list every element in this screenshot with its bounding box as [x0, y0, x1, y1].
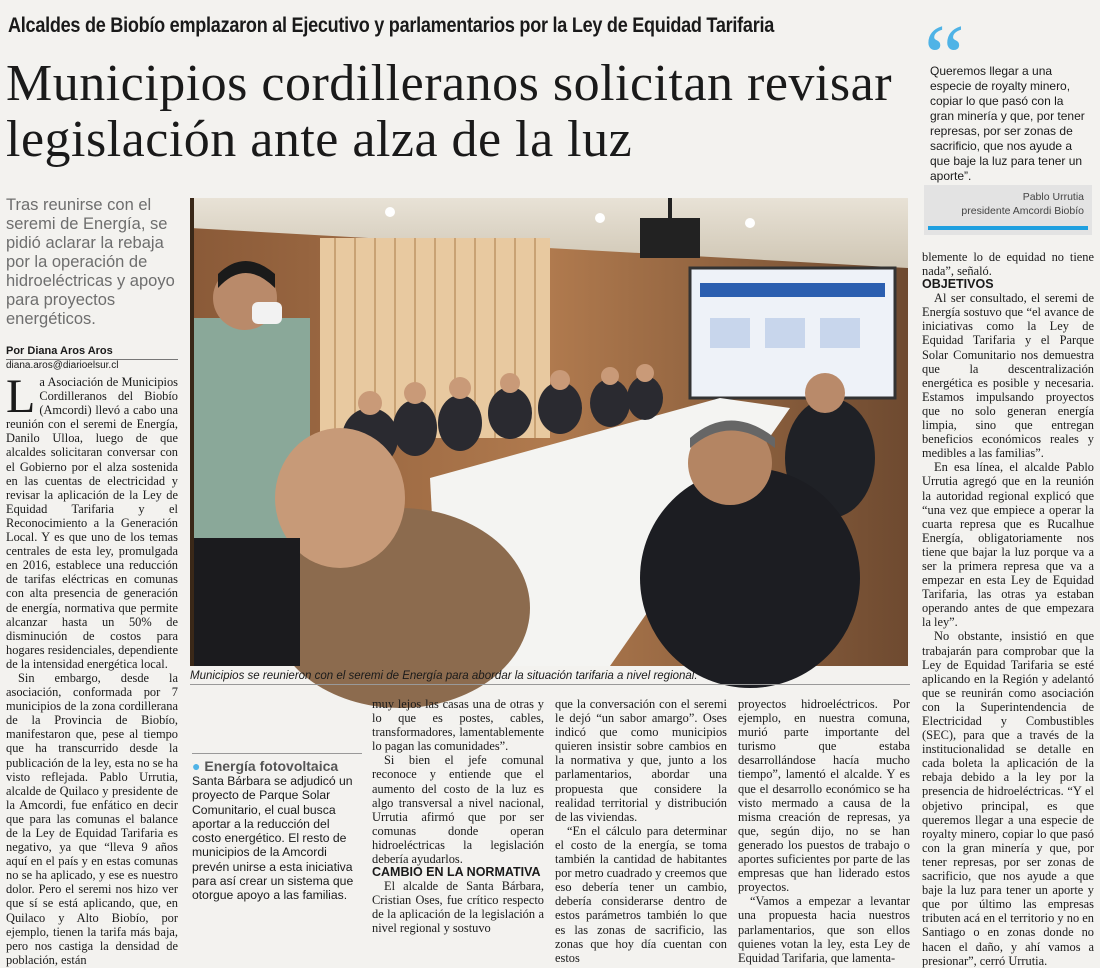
col4-paragraph-1: proyectos hidroeléctricos. Por ejemplo, en nuestra comuna, murió parte importante del turismo que estaba desarrollándose hacía mucho tiempo”, lamentó el alcalde. Y es que el desarrollo económico se ha visto mermado a causa de la misma creación de represas, ya que, según dijo, no se han generado los puestos de trabajo o aportes suficientes por parte de las empresas que han liderado estos proyectos. — [738, 697, 910, 895]
sidebar-text: Santa Bárbara se adjudicó un proyecto de Parque Solar Comunitario, el cual busca aportar a la reducción del costo energético. El resto de municipios de la Amcordi prevén unirse a esta iniciativa para así crear un sistema que otorgue apoyo a las familias. — [192, 774, 354, 903]
quote-author-box — [924, 185, 1092, 235]
col5-paragraph-3: No obstante, insistió en que trabajarán para comprobar que la Ley de Equidad Tarifaria se esté aplicando en la Región y adelantó que se reunirán como asociación con la Superintendencia de Electricidad y Combustibles (SEC), para que a través de la institucionalidad se detalle en cada boleta la aplicación de la rebaja debido a la ley por la presencia de hidroeléctricas. “Y el objetivo principal, es que queremos llegar a una especie de royalty minero, copiar lo que pasó con la gran minería y que, por tener represas, por ser zonas de sacrificio, que nos ayude a que baje la luz para tener un aporte y que por último las empresas tributen acá en el territorio y no en Santiago o en zonas donde no hacen el daño, y ahí vamos a presionar”, cerró Urrutia. — [922, 629, 1094, 968]
col5-paragraph-1: Al ser consultado, el seremi de Energía sostuvo que “el avance de iniciativas como la Ley de Equidad Tarifaria y el Parque Solar Comunitario nos demuestra que la descentralización energética es posible y necesaria. Estamos impulsando proyectos que no solo generan energía limpia, sino que entregan beneficios económicos reales y medibles a las familias”. — [922, 291, 1094, 461]
col1-paragraph-1: a Asociación de Municipios Cordilleranos del Biobío (Amcordi) llevó a cabo una reunión con el seremi de Energía, Danilo Ulloa, luego de que alcaldes solicitaran conversar con el Gobierno por el alza sostenida en las cuentas de electricidad y revisar la aplicación de la Ley de Equidad Tarifaria y el Reconocimiento a la Generación Local. Y es que uno de los temas centrales de esta ley, promulgada en 2016, establece una reducción de tarifas eléctricas en comunas con alta presencia de generación de energía, normativa que permite alcanzar hasta un 50% de disminución de costos para hogares residenciales, dependiente de la intensidad energética local. — [6, 375, 178, 671]
meeting-photo — [190, 198, 908, 666]
article-kicker: Alcaldes de Biobío emplazaron al Ejecutivo y parlamentarios por la Ley de Equidad Tarifaria — [8, 14, 775, 37]
col2-paragraph-2: Si bien el jefe comunal reconoce y entiende que el aumento del costo de la luz es algo transversal a nivel nacional, Urrutia afirmó que por ser comunas donde operan hidroeléctricas la legislación debería ayudarlos. — [372, 753, 544, 867]
article-column-2 — [372, 697, 544, 959]
byline: Por Diana Aros Aros — [6, 345, 178, 360]
article-headline: Municipios cordilleranos solicitan revisar legislación ante alza de la luz — [6, 55, 893, 168]
col2-subhead: CAMBIO EN LA NORMATIVA — [372, 865, 541, 880]
quote-text: Queremos llegar a una especie de royalty minero, copiar lo que pasó con la gran minería y que, por tener represas, por ser zonas de sacrificio, que nos ayude a que baje la luz para tener un aporte”. — [930, 64, 1085, 183]
sidebar-title — [192, 753, 362, 774]
bullet-icon: ● — [192, 758, 205, 774]
col5-paragraph-2: En esa línea, el alcalde Pablo Urrutia agregó que en la reunión la autoridad regional explicó que “una vez que empiece a operar la cuarta represa que es Rucalhue Energía, obligatoriamente nos tiene que bajar la luz porque va a ser la primera represa que va a empezar en esta Ley de Equidad Tarifaria, las otras ya estaban operando antes de que empezara la ley”. — [922, 460, 1094, 630]
col2-paragraph-3: El alcalde de Santa Bárbara, Cristian Oses, fue crítico respecto de la aplicación de la legislación a nivel regional y sostuvo — [372, 879, 544, 936]
photo-caption: Municipios se reunieron con el seremi de Energía para abordar la situación tarifaria a nivel regional. — [190, 670, 910, 685]
col4-paragraph-2: “Vamos a empezar a levantar una propuesta hacia nuestros parlamentarios, que son ellos quienes votan la ley, esta Ley de Equidad Tarifaria, que lamenta- — [738, 894, 910, 965]
article-column-1 — [6, 370, 178, 967]
quote-author-role: presidente Amcordi Biobío — [961, 205, 1084, 217]
col2-paragraph-1: muy lejos las casas una de otras y lo que es postes, cables, transformadores, lamentablemente lo pagan las comunidades”. — [372, 697, 544, 754]
sidebar-title-text: Energía fotovoltaica — [204, 758, 339, 774]
col5-subhead: OBJETIVOS — [922, 277, 994, 292]
col5-paragraph-0: blemente lo de equidad no tiene nada”, señaló. — [922, 250, 1094, 279]
quote-mark-icon: “ — [924, 6, 965, 108]
drop-cap: L — [6, 370, 36, 423]
quote-accent-bar — [928, 226, 1088, 230]
col3-paragraph-2: “En el cálculo para determinar el costo de la energía, se toma también la cantidad de habitantes por metro cuadrado y creemos que eso debería tener un cambio, debería considerarse dentro de estos parámetros también lo que es las zonas de sacrificio, las zonas que hoy día cuentan con estos — [555, 823, 727, 965]
meeting-photo-illustration — [190, 198, 908, 666]
col1-paragraph-2: Sin embargo, desde la asociación, conformada por 7 municipios de la zona cordillerana de la Provincia de Biobío, manifestaron que, pese al tiempo que ha transcurrido desde la publicación de la ley, esta no se ha visto reflejada. Pablo Urrutia, alcalde de Quilaco y presidente de la Amcordi, fue enfático en decir que para las comunas el balance de la Ley de Equidad Tarifaria es negativo, ya que “lleva 9 años aquí en el país y en estas comunas no se ha aplicado, y ese es nuestro dolor. Pero el seremi nos hizo ver que sí se está aplicando, que, en Quilaco y Alto Biobío, por ejemplo, tienen la tarifa más baja, pero nos castiga la densidad de población, están — [6, 670, 178, 967]
article-lead: Tras reunirse con el seremi de Energía, se pidió aclarar la rebaja por la operación de hidroeléctricas y apoyo para proyectos energéticos. — [6, 196, 175, 328]
article-column-5 — [922, 250, 1094, 968]
col3-paragraph-1: que la conversación con el seremi le dejó “un sabor amargo”. Oses indicó que como municipios quieren insistir sobre cambios en la normativa y que, junto a los parlamentarios, abordar una propuesta que considere la realidad territorial y distribución de las viviendas. — [555, 697, 727, 824]
article-column-4 — [738, 697, 910, 965]
quote-author-name: Pablo Urrutia — [1022, 191, 1084, 203]
article-column-3 — [555, 697, 727, 965]
author-email: diana.aros@diarioelsur.cl — [6, 360, 119, 371]
